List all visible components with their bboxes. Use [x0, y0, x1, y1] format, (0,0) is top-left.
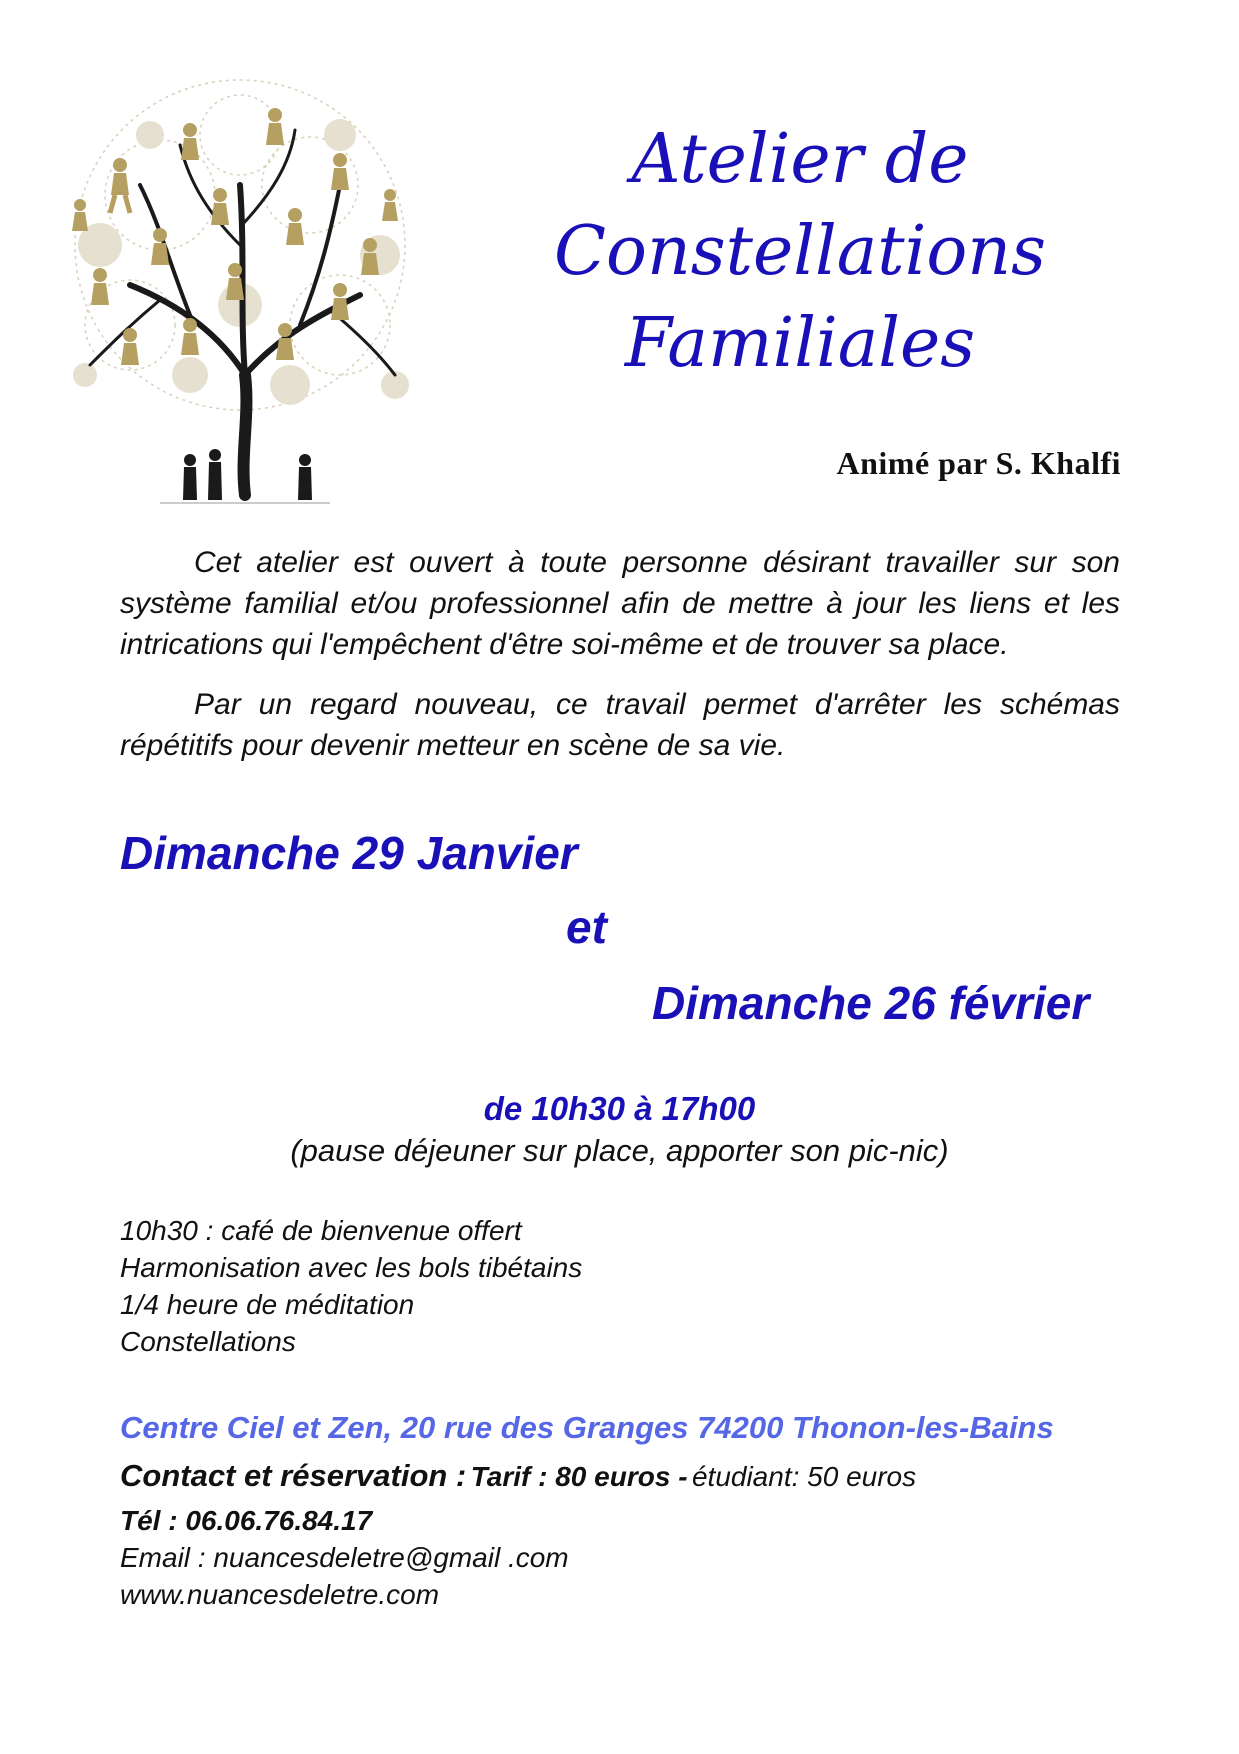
title-line-2: Constellations — [554, 212, 1046, 291]
date-second: Dimanche 26 février — [652, 977, 1090, 1029]
contact-block — [120, 1456, 916, 1613]
student-tarif: étudiant: 50 euros — [691, 1461, 917, 1492]
program-list — [120, 1212, 582, 1360]
animator-credit: Animé par S. Khalfi — [836, 445, 1121, 481]
tarif: Tarif : 80 euros - — [470, 1461, 688, 1492]
date-connector: et — [566, 901, 607, 953]
title-line-1: Atelier de — [631, 120, 969, 199]
program-item: 10h30 : café de bienvenue offert — [120, 1215, 522, 1246]
title-line-3: Familiales — [624, 304, 976, 383]
hours-range: de 10h30 à 17h00 — [483, 1090, 756, 1127]
program-item: Constellations — [120, 1326, 296, 1357]
program-item: 1/4 heure de méditation — [120, 1289, 415, 1320]
second-paragraph: Par un regard nouveau, ce travail permet d'arrêter les schémas répétitifs pour devenir metteur en scène de sa vie. — [120, 688, 1120, 762]
hours-note: (pause déjeuner sur place, apporter son pic-nic) — [290, 1133, 949, 1168]
date-first: Dimanche 29 Janvier — [120, 827, 578, 879]
website[interactable]: www.nuancesdeletre.com — [120, 1579, 440, 1610]
contact-label: Contact et réservation : — [120, 1458, 467, 1493]
family-tree-illustration — [40, 75, 440, 515]
intro-paragraph: Cet atelier est ouvert à toute personne désirant travailler sur son système familial et/ou professionnel afin de mettre à jour les liens et les intrications qui l'empêchent d'être soi-même et de trouver sa place. — [120, 546, 1120, 661]
email[interactable]: Email : nuancesdeletre@gmail .com — [120, 1542, 569, 1573]
program-item: Harmonisation avec les bols tibétains — [120, 1252, 583, 1283]
venue-address: Centre Ciel et Zen, 20 rue des Granges 74200 Thonon-les-Bains — [120, 1410, 1054, 1445]
phone: Tél : 06.06.76.84.17 — [120, 1505, 373, 1536]
